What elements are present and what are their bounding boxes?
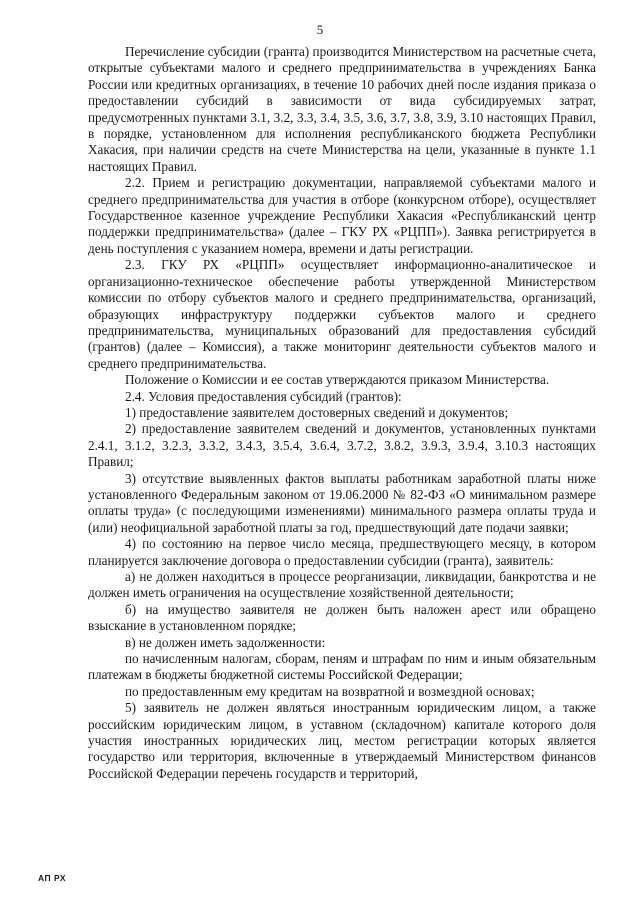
paragraph: по предоставленным ему кредитам на возвратной и возмездной основах; [125, 683, 535, 699]
paragraph: 1) предоставление заявителем достоверных сведений и документов; [125, 404, 509, 420]
paragraph: 3) отсутствие выявленных фактов выплаты работникам заработной платы ниже установленного Федеральным законом от 19.06.2000 № 82-ФЗ «О минимальном размере оплаты труда» (с последующими изменениями) минимального размера оплаты труда и (или) неофициальной заработной платы за год, предшествующий дате подачи заявки; [88, 470, 596, 535]
paragraph: 2.2. Прием и регистрацию документации, направляемой субъектами малого и среднего предпринимательства для участия в отборе (конкурсном отборе), осуществляет Государственное казенное учреждение Республики Хакасия «Республиканский центр поддержки предпринимательства» (далее – ГКУ РХ «РЦПП»). Заявка регистрируется в день поступления с указанием номера, времени и даты регистрации. [88, 175, 596, 256]
page-number: 5 [316, 22, 324, 37]
paragraph: по начисленным налогам, сборам, пеням и штрафам по ним и иным обязательным платежам в бюджеты бюджетной системы Российской Федерации; [88, 651, 596, 683]
footer-mark: АП РХ [38, 873, 67, 883]
document-body [88, 44, 596, 782]
paragraph: 5) заявитель не должен являться иностранным юридическим лицом, а также российским юридическим лицом, в уставном (складочном) капитале которого доля участия иностранных юридических лиц, местом регистрации которых является государство или территория, включенные в утверждаемый Министерством финансов Российской Федерации перечень государств и территорий, [88, 700, 596, 781]
paragraph: а) не должен находиться в процессе реорганизации, ликвидации, банкротства и не должен иметь ограничения на осуществление хозяйственной деятельности; [88, 569, 596, 601]
paragraph: 2.4. Условия предоставления субсидий (грантов): [125, 388, 402, 404]
paragraph: 4) по состоянию на первое число месяца, предшествующего месяцу, в котором планируется заключение договора о предоставлении субсидии (гранта), заявитель: [88, 536, 596, 568]
paragraph: Положение о Комиссии и ее состав утверждаются приказом Министерства. [125, 372, 550, 388]
paragraph: 2.3. ГКУ РХ «РЦПП» осуществляет информационно-аналитическое и организационно-техническое обеспечение работы утвержденной Министерством комиссии по отбору субъектов малого и среднего предпринимательства, организаций, образующих инфраструктуру поддержки субъектов малого и среднего предпринимательства, муниципальных образований для предоставления субсидий (грантов) (далее – Комиссия), а также мониторинг деятельности субъектов малого и среднего предпринимательства. [88, 257, 596, 371]
paragraph: б) на имущество заявителя не должен быть наложен арест или обращено взыскание в установленном порядке; [88, 601, 596, 634]
paragraph: в) не должен иметь задолженности: [125, 634, 326, 650]
paragraph: Перечисление субсидии (гранта) производится Министерством на расчетные счета, открытые субъектами малого и среднего предпринимательства в учреждениях Банка России или кредитных организациях, в течение 10 рабочих дней после издания приказа о предоставлении субсидий в зависимости от вида субсидируемых затрат, предусмотренных пунктами 3.1, 3.2, 3.3, 3.4, 3.5, 3.6, 3.7, 3.8, 3.9, 3.10 настоящих Правил, в порядке, установленном для исполнения республиканского бюджета Республики Хакасия, при наличии средств на счете Министерства на цели, указанные в пункте 1.1 настоящих Правил. [88, 44, 596, 174]
paragraph: 2) предоставление заявителем сведений и документов, установленных пунктами 2.4.1, 3.1.2, 3.2.3, 3.3.2, 3.4.3, 3.5.4, 3.6.4, 3.7.2, 3.8.2, 3.9.3, 3.9.4, 3.10.3 настоящих Правил; [88, 421, 596, 470]
